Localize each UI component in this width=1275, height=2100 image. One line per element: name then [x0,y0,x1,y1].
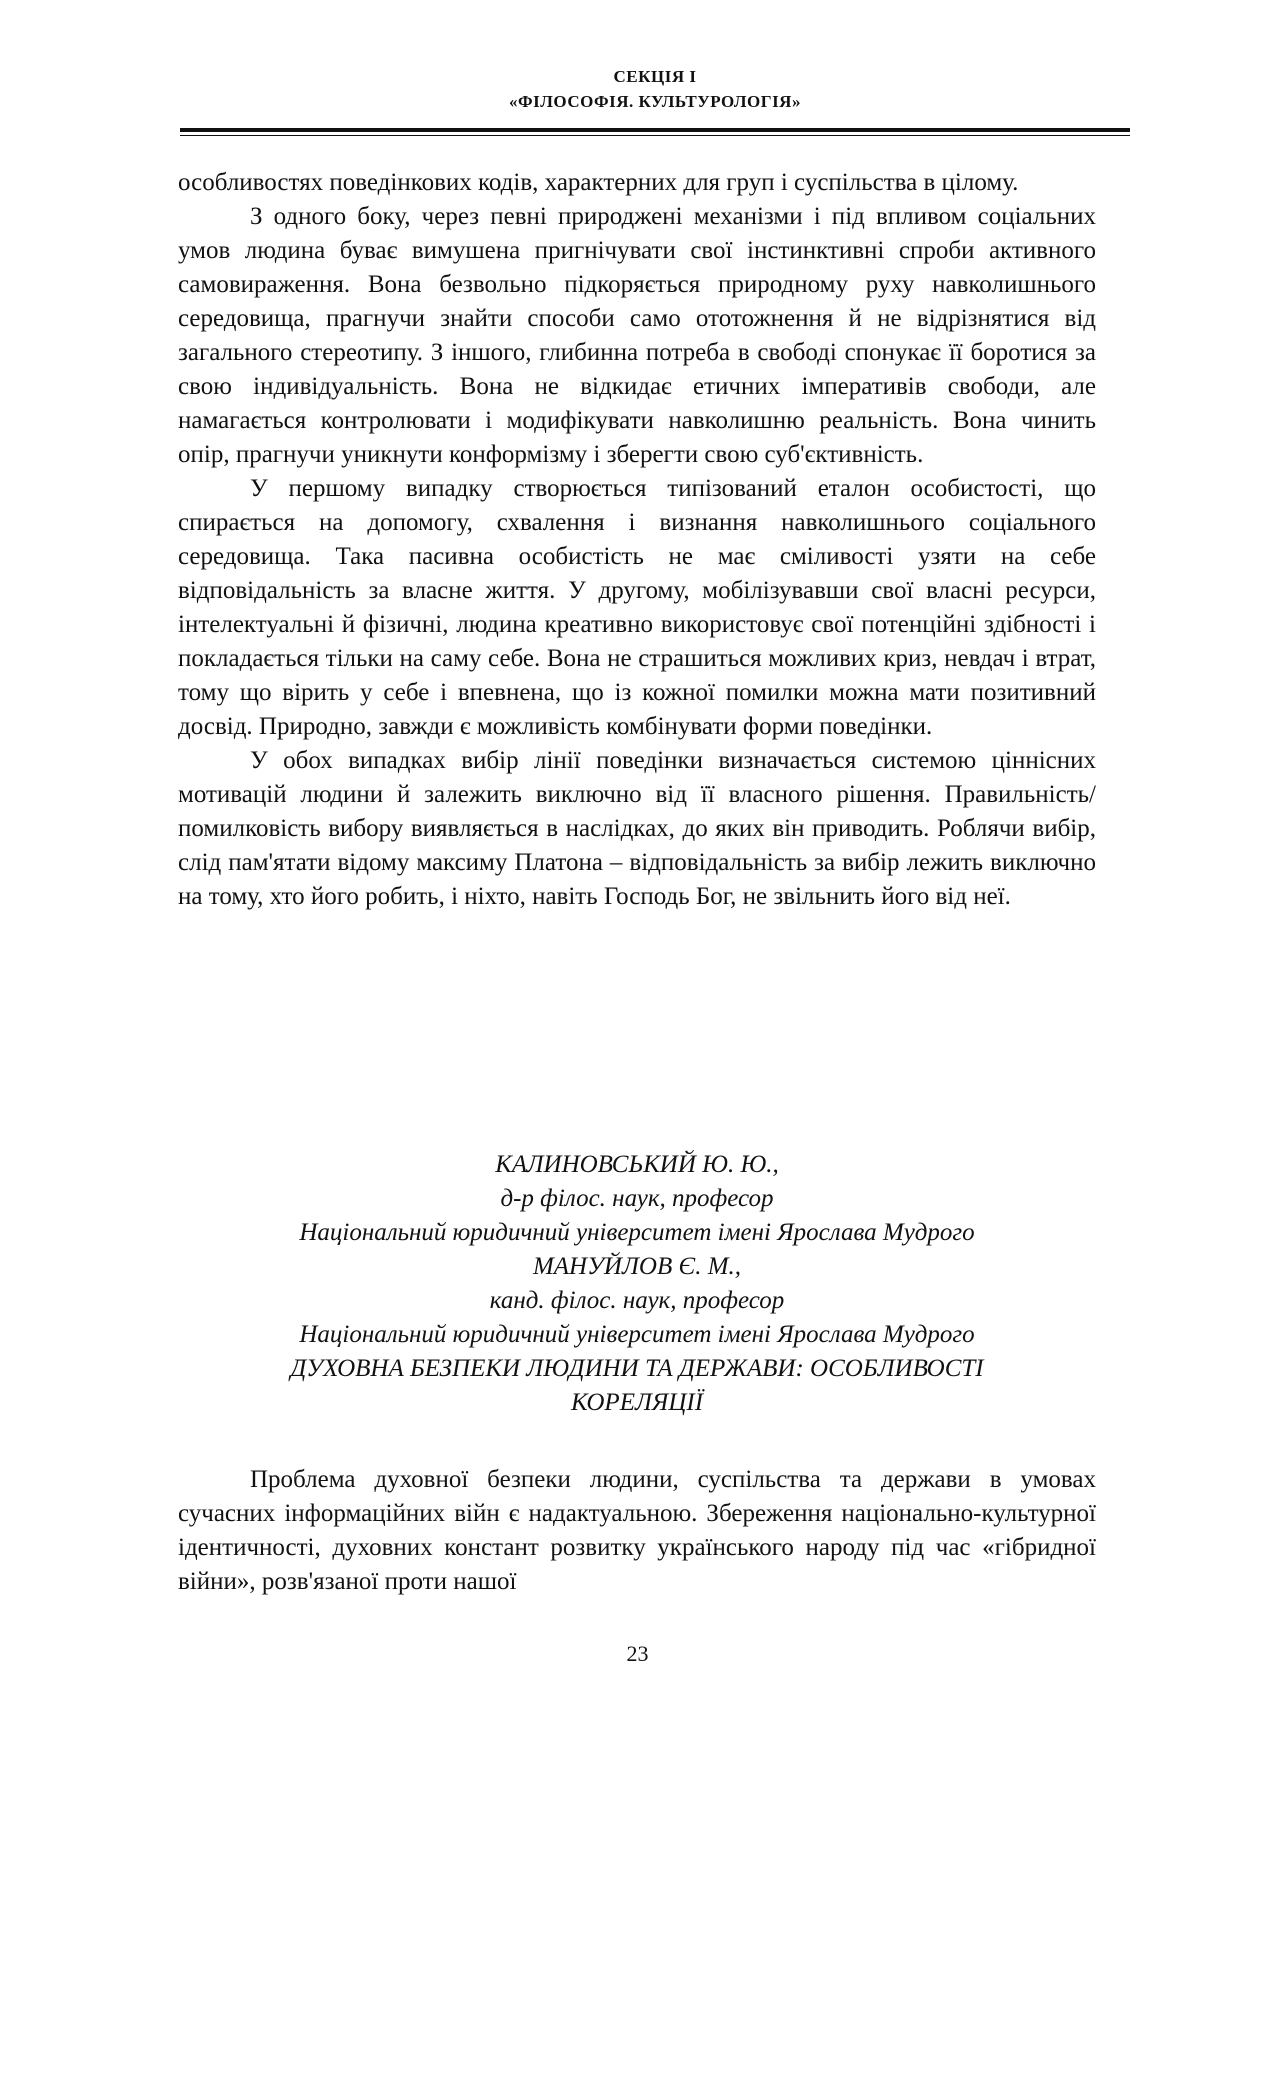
article-title-line: КОРЕЛЯЦІЇ [570,1389,704,1416]
section-label: СЕКЦІЯ І [613,67,697,86]
author-affiliation: Національний юридичний університет імені Ярослава Мудрого [299,1219,975,1246]
header-rule-thin [180,135,1130,136]
header-rule-thick [180,128,1130,132]
page-number: 23 [626,1641,649,1666]
author-name: МАНУЙЛОВ Є. М., [532,1253,742,1280]
running-header [180,64,1130,114]
paragraph-continuation: особливостях поведінкових кодів, характерних для груп і суспільства в цілому. [178,169,1019,196]
paragraph: У першому випадку створюється типізований еталон особистості, що спирається на допомогу, схвалення і визнання навколишнього соціального середовища. Така пасивна особистість не має сміливості узяти на себе відповідальність за власне життя. У другому, мобілізувавши свої власні ресурси, інтелектуальні й фізичні, людина креативно використовує свої потенційні здібності і покладається тільки на саму себе. Вона не страшиться можливих криз, невдач і втрат, тому що вірить у себе і впевнена, що із кожної помилки можна мати позитивний досвід. Природно, завжди є можливість комбінувати форми поведінки. [178,475,1096,740]
article-byline [178,1148,1096,1420]
author-degree: канд. філос. наук, професор [489,1287,785,1314]
article-body [178,1463,1096,1599]
paragraph: Проблема духовної безпеки людини, суспільства та держави в умовах сучасних інформаційних війн є надактуальною. Збереження національно-культурної ідентичності, духовних констант розвитку українського народу під час «гібридної війни», розв'язаної проти нашої [178,1466,1096,1595]
author-degree: д-р філос. наук, професор [500,1185,774,1212]
author-affiliation: Національний юридичний університет імені Ярослава Мудрого [299,1321,975,1348]
author-name: КАЛИНОВСЬКИЙ Ю. Ю., [495,1151,779,1178]
paragraph: У обох випадках вибір лінії поведінки визначається системою ціннісних мотивацій людини й залежить виключно від її власного рішення. Правильність/помилковість вибору виявляється в наслідках, до яких він приводить. Роблячи вибір, слід пам'ятати відому максиму Платона – відповідальність за вибір лежить виключно на тому, хто його робить, і ніхто, навіть Господь Бог, не звільнить його від неї. [178,747,1096,910]
paragraph: З одного боку, через певні природжені механізми і під впливом соціальних умов людина буває вимушена пригнічувати свої інстинктивні спроби активного самовираження. Вона безвольно підкоряється природному руху навколишнього середовища, прагнучи знайти способи само ототожнення й не відрізнятися від загального стереотипу. З іншого, глибинна потреба в свободі спонукає її боротися за свою індивідуальність. Вона не відкидає етичних імперативів свободи, але намагається контролювати і модифікувати навколишню реальність. Вона чинить опір, прагнучи уникнути конформізму і зберегти свою суб'єктивність. [178,203,1096,468]
section-title: «ФІЛОСОФІЯ. КУЛЬТУРОЛОГІЯ» [509,92,801,111]
body-text [178,166,1096,914]
article-title-line: ДУХОВНА БЕЗПЕКИ ЛЮДИНИ ТА ДЕРЖАВИ: ОСОБЛИВОСТІ [290,1355,984,1382]
